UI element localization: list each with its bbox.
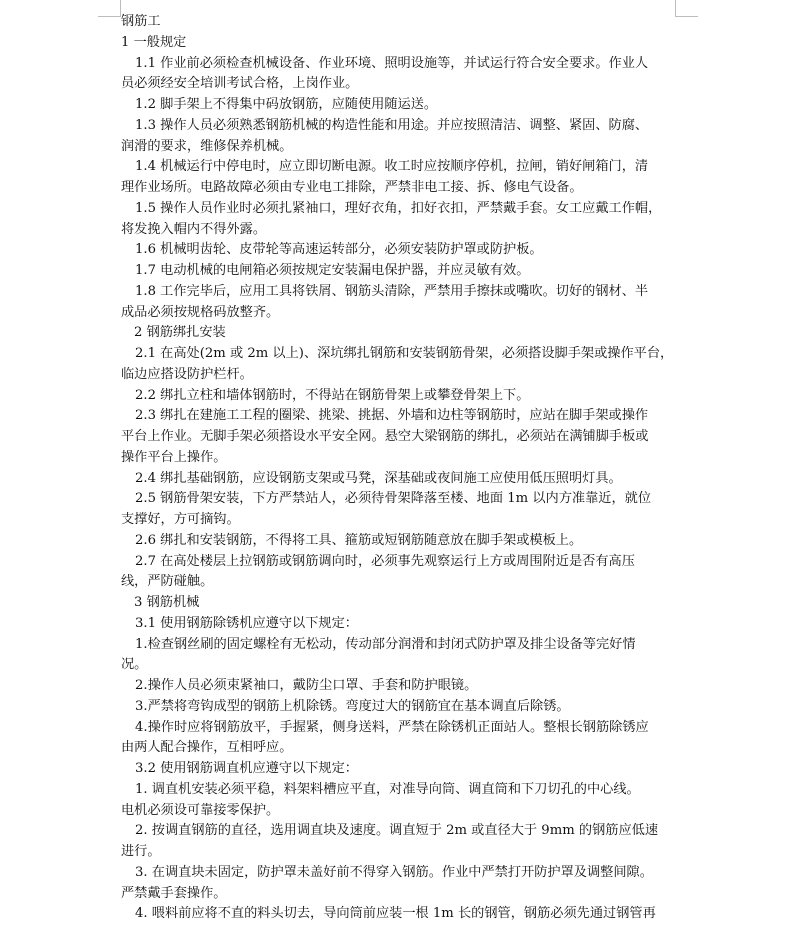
text-line: 1.2 脚手架上不得集中码放钢筋，应随使用随运送。 <box>135 97 438 112</box>
text-line: 2.4 绑扎基础钢筋，应设钢筋支架或马凳，深基础或夜间施工应使用低压照明灯具。 <box>135 470 622 486</box>
text-line: 2 钢筋绑扎安装 <box>134 325 226 341</box>
text-line: 电机必须设可靠接零保护。 <box>121 802 280 818</box>
text-line: 将发挽入帽内不得外露。 <box>121 221 267 237</box>
text-line: 3.严禁将弯钩成型的钢筋上机除锈。弯度过大的钢筋宜在基本调直后除锈。 <box>135 698 570 714</box>
text-line: 3. 在调直块未固定，防护罩未盖好前不得穿入钢筋。作业中严禁打开防护罩及调整间隙。 <box>135 864 653 880</box>
text-line: 1.1 作业前必须检查机械设备、作业环境、照明设施等，并试运行符合安全要求。作业人 <box>135 55 649 71</box>
text-line: 平台上作业。无脚手架必须搭设水平安全网。悬空大梁钢筋的绑扎，必须站在满铺脚手板或 <box>121 429 649 444</box>
document-title: 钢筋工 <box>121 14 161 29</box>
text-line: 3.2 使用钢筋调直机应遵守以下规定： <box>135 761 358 776</box>
text-line: 3 钢筋机械 <box>134 595 200 610</box>
text-line: 2.1 在高处(2m 或 2m 以上)、深坑绑扎钢筋和安装钢筋骨架，必须搭设脚手架或操作平台， <box>135 346 674 361</box>
text-line: 理作业场所。电路故障必须由专业电工排除，严禁非电工接、拆、修电气设备。 <box>121 180 583 195</box>
text-line: 4. 喂料前应将不直的料头切去，导向筒前应装一根 1m 长的钢管，钢筋必须先通过钢管再 <box>135 906 656 922</box>
text-line: 2.2 绑扎立柱和墙体钢筋时，不得站在钢筋骨架上或攀登骨架上下。 <box>135 387 530 403</box>
text-line: 1.3 操作人员必须熟悉钢筋机械的构造性能和用途。并应按照清洁、调整、紧固、防腐、 <box>135 117 649 133</box>
text-line: 2.6 绑扎和安装钢筋，不得将工具、箍筋或短钢筋随意放在脚手架或模板上。 <box>135 532 583 548</box>
text-line: 2.3 绑扎在建施工工程的圈梁、挑梁、挑据、外墙和边柱等钢筋时，应站在脚手架或操作 <box>135 408 649 424</box>
text-line: 1.7 电动机械的电闸箱必须按规定安装漏电保护器，并应灵敏有效。 <box>135 263 530 278</box>
page-corner-mark-left <box>98 0 121 17</box>
text-line: 严禁戴手套操作。 <box>121 885 227 901</box>
text-line: 进行。 <box>121 844 161 859</box>
text-line: 2. 按调直钢筋的直径，选用调直块及速度。调直短于 2m 或直径大于 9mm 的钢筋应低速 <box>135 823 659 839</box>
text-line: 成品必须按规格码放整齐。 <box>121 304 280 320</box>
text-line: 况。 <box>121 657 148 673</box>
text-line: 润滑的要求，维修保养机械。 <box>121 138 293 154</box>
text-line: 3.1 使用钢筋除锈机应遵守以下规定： <box>135 615 358 631</box>
text-line: 2.7 在高处楼层上拉钢筋或钢筋调向时，必须事先观察运行上方或周围附近是否有高压 <box>135 553 635 569</box>
text-line: 操作平台上操作。 <box>121 449 227 465</box>
text-line: 临边应搭设防护栏杆。 <box>121 366 253 382</box>
document-body <box>121 12 681 925</box>
text-line: 1.检查钢丝刷的固定螺栓有无松动，传动部分润滑和封闭式防护罩及排尘设备等完好情 <box>135 636 636 652</box>
text-line: 1. 调直机安装必须平稳，料架料槽应平直，对准导向筒、调直筒和下刀切孔的中心线。 <box>135 781 640 797</box>
text-line: 1.6 机械明齿轮、皮带轮等高速运转部分，必须安装防护罩或防护板。 <box>135 242 543 258</box>
text-line: 线，严防碰触。 <box>121 574 214 590</box>
text-line: 1.4 机械运行中停电时，应立即切断电源。收工时应按顺序停机，拉闸，销好闸箱门，清 <box>135 159 649 175</box>
text-line: 2.操作人员必须束紧袖口，戴防尘口罩、手套和防护眼镜。 <box>135 678 478 693</box>
text-line: 2.5 钢筋骨架安装，下方严禁站人，必须待骨架降落至楼、地面 1m 以内方准靠近，就位 <box>135 491 652 507</box>
text-line: 支撑好，方可摘钩。 <box>121 512 240 527</box>
text-line: 员必须经安全培训考试合格，上岗作业。 <box>121 76 359 92</box>
text-line: 1 一般规定 <box>121 34 187 50</box>
text-line: 由两人配合操作，互相呼应。 <box>121 740 293 756</box>
text-line: 4.操作时应将钢筋放平，手握紧，侧身送料，严禁在除锈机正面站人。整根长钢筋除锈应 <box>135 719 649 735</box>
text-line: 1.5 操作人员作业时必须扎紧袖口，理好衣角，扣好衣扣，严禁戴手套。女工应戴工作帽， <box>135 200 662 216</box>
text-line: 1.8 工作完毕后，应用工具将铁屑、钢筋头清除，严禁用手擦抹或嘴吹。切好的钢材、半 <box>135 283 649 299</box>
paragraph-lines <box>121 33 681 925</box>
